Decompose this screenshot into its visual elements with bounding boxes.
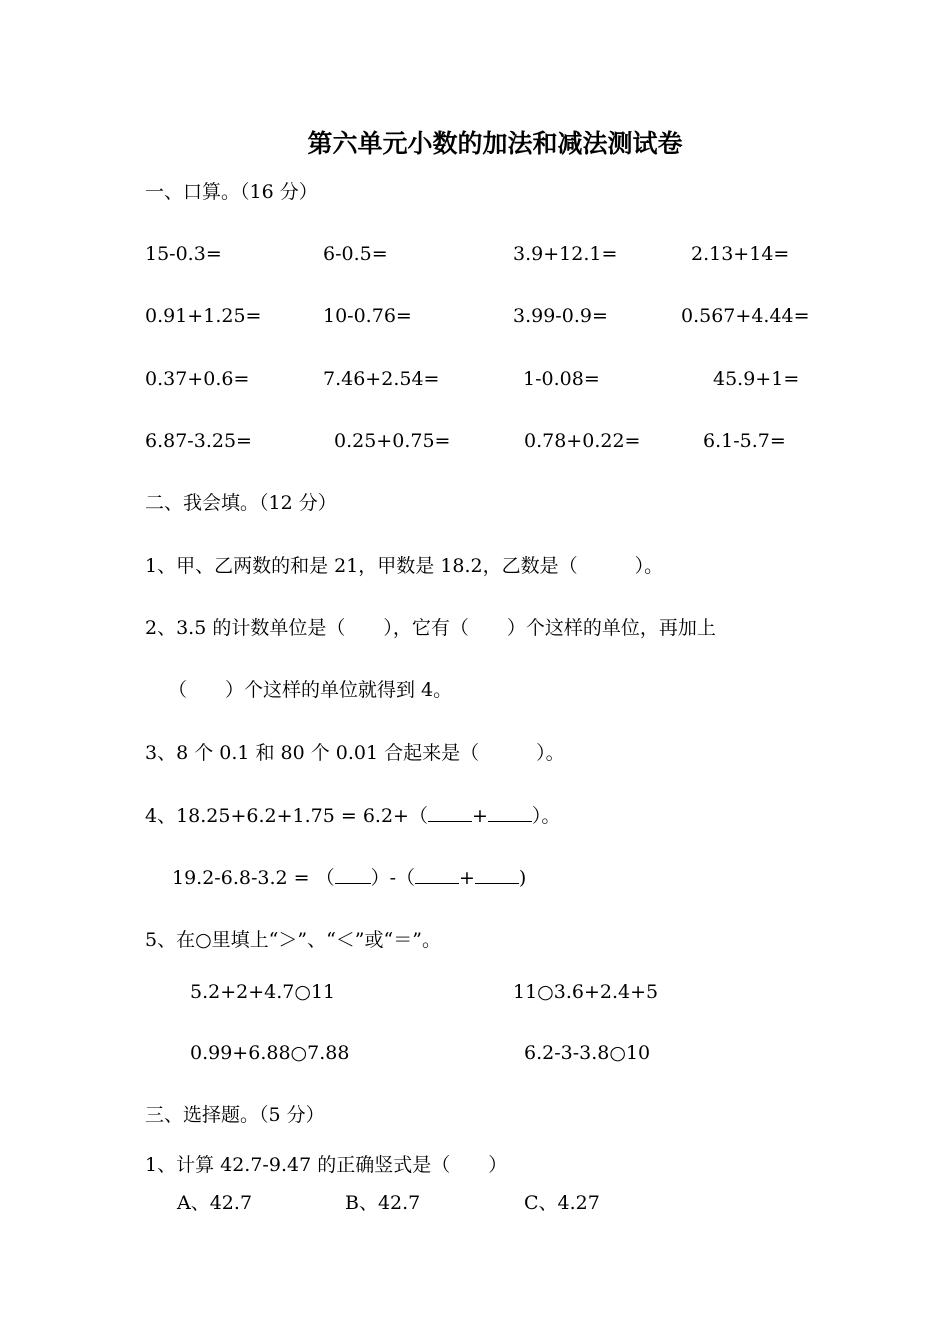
question-text: 4、18.25+6.2+1.75 = 6.2+（ <box>145 805 428 827</box>
section-heading: 二、我会填。（12 分） <box>145 492 337 514</box>
fill-question-2-continued: （ ）个这样的单位就得到 4。 <box>168 679 453 701</box>
plus-sign: + <box>471 805 488 827</box>
oral-calc-item: 6.87-3.25= <box>145 430 252 452</box>
question-text: ) <box>518 867 527 889</box>
plus-sign: + <box>459 867 475 889</box>
page-title: 第六单元小数的加法和减法测试卷 <box>307 129 683 158</box>
oral-calc-item: 0.25+0.75= <box>334 430 451 452</box>
answer-blank[interactable] <box>415 865 459 884</box>
oral-calc-item: 3.99-0.9= <box>513 305 608 327</box>
oral-calc-item: 15-0.3= <box>145 243 222 265</box>
choice-option-c[interactable]: C、4.27 <box>524 1192 600 1214</box>
answer-blank[interactable] <box>475 865 519 884</box>
oral-calc-item: 6.1-5.7= <box>703 430 786 452</box>
section-heading: 一、口算。（16 分） <box>145 181 318 203</box>
oral-calc-item: 3.9+12.1= <box>513 243 618 265</box>
compare-item: 11○3.6+2.4+5 <box>513 981 659 1003</box>
question-text: 19.2-6.8-3.2 = （ <box>172 867 335 889</box>
oral-calc-item: 45.9+1= <box>713 368 800 390</box>
fill-question-2: 2、3.5 的计数单位是（ ），它有（ ）个这样的单位，再加上 <box>145 617 716 639</box>
fill-question-1: 1、甲、乙两数的和是 21，甲数是 18.2，乙数是（ ）。 <box>145 555 664 577</box>
oral-calc-item: 10-0.76= <box>323 305 412 327</box>
fill-question-3: 3、8 个 0.1 和 80 个 0.01 合起来是（ ）。 <box>145 742 565 764</box>
choice-option-b[interactable]: B、42.7 <box>345 1192 421 1214</box>
question-text: ）-（ <box>370 867 415 889</box>
question-text: ）。 <box>531 805 561 827</box>
compare-item: 5.2+2+4.7○11 <box>190 981 336 1003</box>
oral-calc-item: 2.13+14= <box>691 243 790 265</box>
compare-item: 0.99+6.88○7.88 <box>190 1042 350 1064</box>
oral-calc-item: 0.567+4.44= <box>681 305 810 327</box>
answer-blank[interactable] <box>335 865 371 884</box>
choice-option-a[interactable]: A、42.7 <box>177 1192 253 1214</box>
oral-calc-item: 0.37+0.6= <box>145 368 250 390</box>
oral-calc-item: 0.91+1.25= <box>145 305 262 327</box>
fill-question-4 <box>145 803 560 828</box>
answer-blank[interactable] <box>428 803 472 822</box>
fill-question-5: 5、在○里填上“＞”、“＜”或“＝”。 <box>145 929 441 951</box>
choice-question-1: 1、计算 42.7-9.47 的正确竖式是（ ） <box>145 1154 508 1176</box>
oral-calc-item: 1-0.08= <box>523 368 600 390</box>
compare-item: 6.2-3-3.8○10 <box>524 1042 651 1064</box>
fill-question-4-line-2 <box>172 865 526 890</box>
oral-calc-item: 6-0.5= <box>323 243 388 265</box>
oral-calc-item: 0.78+0.22= <box>524 430 641 452</box>
section-heading: 三、选择题。（5 分） <box>145 1104 325 1126</box>
answer-blank[interactable] <box>488 803 532 822</box>
oral-calc-item: 7.46+2.54= <box>323 368 440 390</box>
